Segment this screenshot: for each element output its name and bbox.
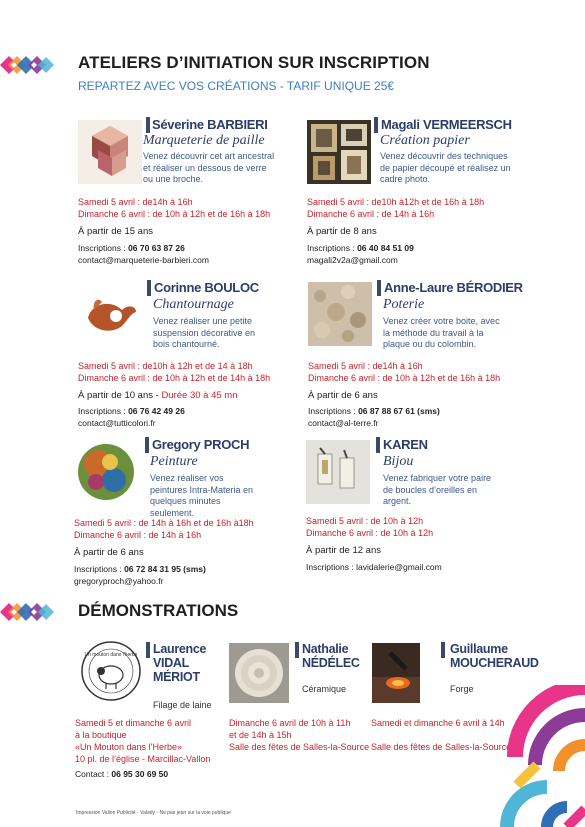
- registration-email[interactable]: contact@al-terre.fr: [308, 418, 379, 428]
- name-bar: [147, 280, 151, 296]
- decorative-arcs-icon: [497, 685, 585, 827]
- registration-phone: Inscriptions : 06 70 63 87 26: [78, 243, 185, 253]
- description: Venez réaliser vos peintures Intra-Materia en quelques minutes seulement.: [150, 473, 254, 518]
- demo-detail: Dimanche 6 avril de 10h à 11h: [229, 718, 351, 728]
- schedule-line: Dimanche 6 avril : de 10h à 12h et de 16h à 18h: [308, 373, 501, 383]
- schedule-line: Dimanche 6 avril : de 14h à 16h: [307, 209, 435, 219]
- atelier-logo-icon: [0, 50, 56, 80]
- description: Venez fabriquer votre paire de boucles d’oreilles en argent.: [383, 473, 492, 506]
- demo-detail: à la boutique: [75, 730, 127, 740]
- description: Venez créer votre boite, avec la méthode du travail à la plaque ou du colombin.: [383, 316, 500, 349]
- artist-name: Corinne BOULOC: [154, 280, 259, 295]
- discipline: Marqueterie de paille: [143, 133, 265, 148]
- discipline: Peinture: [150, 454, 198, 469]
- demo-detail: et de 14h à 15h: [229, 730, 292, 740]
- craft: Filage de laine: [153, 700, 212, 710]
- schedule-line: Samedi 5 avril : de10h à12h et de 16h à 18h: [307, 197, 485, 207]
- demonstrator-name: Laurence VIDAL MÉRIOT: [153, 642, 207, 684]
- registration-email[interactable]: contact@marqueterie-barbieri.com: [78, 255, 209, 265]
- demo-detail: Salle des fêtes de Salles-la-Source: [371, 742, 512, 752]
- schedule-line: Samedi 5 avril : de14h à 16h: [308, 361, 423, 371]
- discipline: Chantournage: [153, 297, 234, 312]
- registration-email[interactable]: gregoryproch@yahoo.fr: [74, 576, 164, 586]
- schedule-line: Samedi 5 avril : de 10h à 12h: [306, 516, 424, 526]
- name-bar: [146, 117, 150, 133]
- registration-email[interactable]: Inscriptions : lavidalerie@gmail.com: [306, 562, 442, 572]
- page-title: ATELIERS D’INITIATION SUR INSCRIPTION: [78, 53, 430, 72]
- wooden-bird-photo: [78, 282, 142, 346]
- demo-detail: «Un Mouton dans l’Herbe»: [75, 742, 183, 752]
- demo-contact: Contact : 06 95 30 69 50: [75, 769, 169, 779]
- demo-detail: Samedi et dimanche 6 avril à 14h: [371, 718, 505, 728]
- description: Venez découvrir cet art ancestral et réaliser un dessous de verre ou une broche.: [143, 151, 275, 184]
- discipline: Création papier: [380, 133, 470, 148]
- demonstrator-name: Guillaume MOUCHERAUD: [450, 642, 539, 670]
- pottery-texture-photo: [308, 282, 372, 346]
- schedule-line: Samedi 5 avril : de10h à 12h et de 14 à 18h: [78, 361, 253, 371]
- registration-email[interactable]: magali2v2a@gmail.com: [307, 255, 398, 265]
- artist-name: KAREN: [383, 437, 428, 452]
- discipline: Poterie: [383, 297, 425, 312]
- name-bar: [146, 642, 150, 658]
- age-info: À partir de 15 ans: [78, 226, 153, 237]
- forge-photo: [372, 643, 420, 703]
- name-bar: [377, 280, 381, 296]
- registration-phone: Inscriptions : 06 72 84 31 95 (sms): [74, 564, 206, 574]
- age-info: À partir de 10 ans - Durée 30 à 45 mn: [78, 390, 238, 401]
- registration-phone: Inscriptions : 06 76 42 49 26: [78, 406, 185, 416]
- painting-photo: [74, 440, 138, 504]
- age-info: À partir de 6 ans: [308, 390, 378, 401]
- age-info: À partir de 8 ans: [307, 226, 377, 237]
- demonstrator-name: Nathalie NÉDÉLEC: [302, 642, 360, 670]
- schedule-line: Dimanche 6 avril : de 10h à 12h et de 14h à 18h: [78, 373, 271, 383]
- registration-phone: Inscriptions : 06 87 88 67 61 (sms): [308, 406, 440, 416]
- artist-name: Gregory PROCH: [152, 437, 250, 452]
- age-info: À partir de 6 ans: [74, 547, 144, 558]
- registration-email[interactable]: contact@tutticolori.fr: [78, 418, 156, 428]
- description: Venez réaliser une petite suspension décorative en bois chantourné.: [153, 316, 256, 349]
- artist-name: Anne-Laure BÉRODIER: [384, 280, 523, 295]
- demo-detail: Samedi 5 et dimanche 6 avril: [75, 718, 192, 728]
- name-bar: [374, 117, 378, 133]
- paper-frames-photo: [307, 120, 371, 184]
- registration-phone: Inscriptions : 06 40 84 51 09: [307, 243, 414, 253]
- name-bar: [295, 642, 299, 658]
- demo-detail: 10 pl. de l’église - Marcillac-Vallon: [75, 754, 211, 764]
- earrings-photo: [306, 440, 370, 504]
- demonstrations-logo-icon: [0, 597, 56, 627]
- artist-name: Magali VERMEERSCH: [381, 117, 512, 132]
- print-footer: Impression Vallon Publicité - Valady - Ne pas jeter sur la voie publique: [76, 810, 231, 816]
- craft: Forge: [450, 684, 474, 694]
- page-subtitle: REPARTEZ AVEC VOS CRÉATIONS - TARIF UNIQUE 25€: [78, 79, 395, 93]
- demo-detail: Salle des fêtes de Salles-la-Source: [229, 742, 370, 752]
- schedule-line: Dimanche 6 avril : de 10h à 12h: [306, 528, 434, 538]
- schedule-line: Dimanche 6 avril : de 10h à 12h et de 16h à 18h: [78, 209, 271, 219]
- name-bar: [145, 437, 149, 453]
- artist-name: Séverine BARBIERI: [152, 117, 268, 132]
- craft: Céramique: [302, 684, 347, 694]
- name-bar: [441, 642, 445, 658]
- schedule-line: Samedi 5 avril : de 14h à 16h et de 16h à18h: [74, 518, 254, 528]
- schedule-line: Samedi 5 avril : de14h à 16h: [78, 197, 193, 207]
- mouton-herbe-badge: [80, 640, 142, 702]
- ceramic-photo: [229, 643, 289, 703]
- discipline: Bijou: [383, 454, 414, 469]
- age-info: À partir de 12 ans: [306, 545, 381, 556]
- straw-marquetry-photo: [78, 120, 142, 184]
- demonstrations-title: DÉMONSTRATIONS: [78, 601, 239, 620]
- svg-text:Un mouton dans l'herbe: Un mouton dans l'herbe: [84, 652, 138, 658]
- name-bar: [376, 437, 380, 453]
- schedule-line: Dimanche 6 avril : de 14h à 16h: [74, 530, 202, 540]
- description: Venez découvrir des techniques de papier découpé et réalisez un cadre photo.: [380, 151, 511, 184]
